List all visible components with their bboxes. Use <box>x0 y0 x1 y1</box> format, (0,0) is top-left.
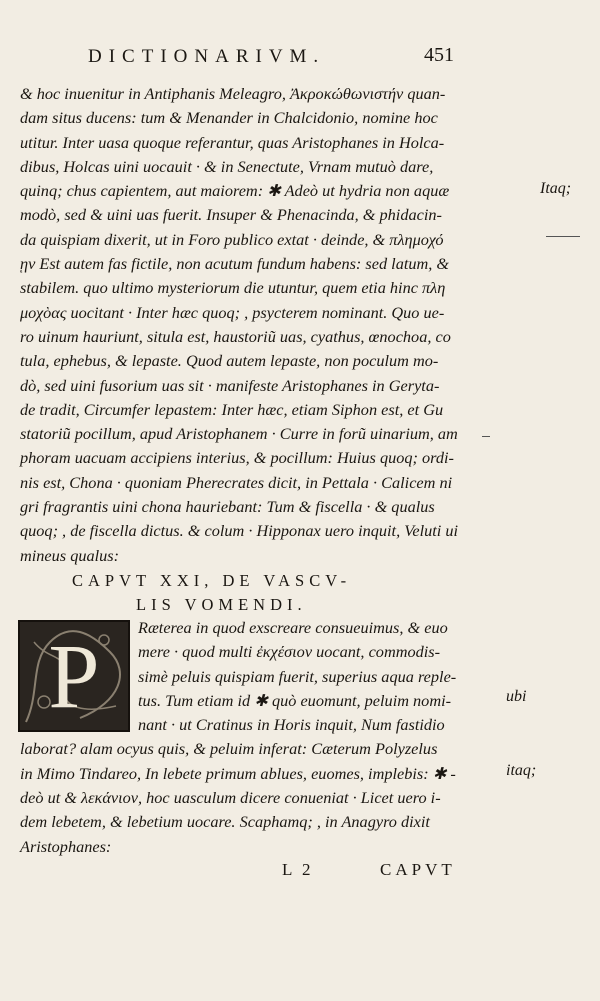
text-line: da quispiam dixerit, ut in Foro publico extat · deinde, & πλημοχό <box>20 229 444 249</box>
text-line: utitur. Inter uasa quoque referantur, quas Aristophanes in Holca- <box>20 132 445 152</box>
text-line: laborat? alam ocyus quis, & peluim inferat: Cæterum Polyzelus <box>20 739 438 759</box>
text-line: simè peluis quispiam fuerit, superius aqua reple- <box>138 666 457 686</box>
text-line: dò, sed uini fusorium uas sit · manifeste Aristophanes in Geryta- <box>20 375 440 395</box>
text-line: stabilem. quo ultimo mysteriorum die utuntur, quem etia hinc πλη <box>20 278 446 298</box>
text-line: quoq; , de fiscella dictus. & colum · Hipponax uero inquit, Veluti ui <box>20 521 459 541</box>
text-line: mere · quod multi ἐκχέσιον uocant, commodis- <box>138 642 441 662</box>
text-line: ro uinum hauriunt, situla est, haustoriũ uas, cyathus, œnochoa, co <box>20 326 451 346</box>
page-number: 451 <box>424 44 454 66</box>
initial-letter: P <box>48 625 100 727</box>
margin-note-ubi: ubi <box>506 688 527 705</box>
margin-mark <box>482 436 490 437</box>
text-line: phoram uacuam accipiens interius, & pocillum: Huius quoq; ordi- <box>20 448 454 468</box>
text-line: Aristophanes: <box>20 836 112 856</box>
main-text-block <box>20 82 500 568</box>
text-line: mineus qualus: <box>20 545 120 565</box>
text-line: de tradit, Circumfer lepastem: Inter hæc, etiam Siphon est, et Gu <box>20 399 444 419</box>
text-line: nant · ut Cratinus in Horis inquit, Num fastidio <box>138 715 445 735</box>
text-line: μοχὸας uocitant · Inter hæc quoq; , psycterem nominant. Quo ue- <box>20 302 445 322</box>
catchword: CAPVT <box>380 860 456 879</box>
text-line: tula, ephebus, & lepaste. Quod autem lepaste, non poculum mo- <box>20 351 439 371</box>
text-line: dam situs ducens: tum & Menander in Chalcidonio, nomine hoc <box>20 108 438 128</box>
text-line: statoriũ pocillum, apud Aristophanem · Curre in forũ uinarium, am <box>20 424 458 444</box>
chapter-text-block <box>20 616 500 859</box>
text-line: nis est, Chona · quoniam Pherecrates dicit, in Pettala · Calicem ni <box>20 472 453 492</box>
text-line: dibus, Holcas uini uocauit · & in Senectute, Vrnam mutuò dare, <box>20 156 434 176</box>
text-line: Ræterea in quod exscreare consueuimus, & euo <box>138 618 448 637</box>
text-line: dem lebetem, & lebetium uocare. Scaphamq; , in Anagyro dixit <box>20 812 430 832</box>
text-line: & hoc inuenitur in Antiphanis Meleagro, Ἀκροκώθωνιστήν quan- <box>20 84 446 103</box>
signature-mark: L 2 <box>282 860 314 879</box>
margin-note-itaque: Itaq; <box>540 180 572 197</box>
text-line: gri fragrantis uini chona hauriebant: Tum & fiscella · & qualus <box>20 497 435 517</box>
margin-mark <box>546 236 580 237</box>
page-header <box>88 46 518 76</box>
text-line: tus. Tum etiam id ✱ quò euomunt, peluim nomi- <box>138 690 452 710</box>
text-line: ῃν Est autem fas fictile, non acutum fundum habens: sed latum, & <box>20 254 450 274</box>
text-line: modò, sed & uini uas fuerit. Insuper & Phenacinda, & phidacin- <box>20 205 442 225</box>
chapter-heading-line: LIS VOMENDI. <box>136 595 307 614</box>
chapter-heading-line: CAPVT XXI, DE VASCV- <box>72 571 352 590</box>
margin-note-itaque: itaq; <box>506 762 537 779</box>
running-title: DICTIONARIVM. <box>88 46 326 67</box>
text-line: deò ut & λεκάνιον, hoc uasculum dicere conueniat · Licet uero i- <box>20 788 441 808</box>
text-line: in Mimo Tindareo, In lebete primum ablues, euomes, implebis: ✱ - <box>20 763 456 783</box>
chapter-heading <box>72 571 472 619</box>
text-line: quinq; chus capientem, aut maiorem: ✱ Adeò ut hydria non aquæ <box>20 181 450 201</box>
